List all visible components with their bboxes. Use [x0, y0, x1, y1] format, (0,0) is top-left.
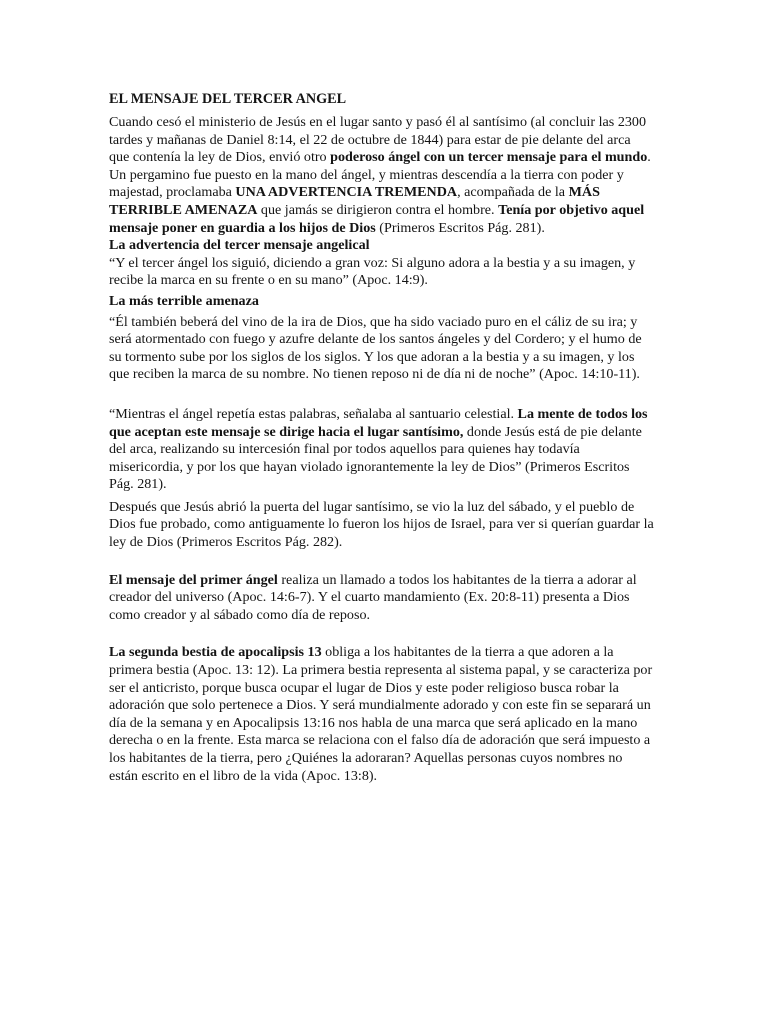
paragraph-apoc-14-10: “Él también beberá del vino de la ira de Dios, que ha sido vaciado puro en el cáliz de su ira; y será atormentado con fuego y azufre delante de los santos ángeles y del Cordero; y el humo de su tormento sube por los siglos de los siglos. Y los que adoran a la bestia y a su imagen, y los que reciben la marca de su nombre. No tienen reposo ni de día ni de noche” (Apoc. 14:10-11).: [109, 313, 642, 383]
bold-run: MÁS TERRIBLE AMENAZA: [109, 184, 600, 218]
text-run: obliga a los habitantes de la tierra a que adoren a la primera bestia (Apoc. 13: 12). La primera bestia representa al sistema papal, y se caracteriza por ser el anticristo, porque busca ocupar el lugar de Dios y este poder religioso busca robar la adoración que solo pertenece a Dios. Y será mundialmente adorado y con este fin se separará un día de la semana y en Apocalipsis 13:16 nos habla de una marca que será aplicado en la mano derecha o en la frente. Esta marca se relaciona con el falso día de adoración que será impuesto a los habitantes de la tierra, pero ¿Quiénes la adoraran? Aquellas personas cuyos nombres no están escrito en el libro de la vida (Apoc. 13:8).: [109, 644, 653, 784]
paragraph-santuario: [109, 406, 654, 494]
bold-run: El mensaje del primer ángel: [109, 571, 278, 588]
bold-run: La mente de todos los que aceptan este mensaje se dirige hacia el lugar santísimo,: [109, 405, 648, 440]
text-run: . Un pergamino fue puesto en la mano del ángel, y mientras descendía a la tierra con poder y majestad, proclamaba: [109, 149, 651, 201]
bold-run: poderoso ángel con un tercer mensaje para el mundo: [330, 149, 648, 166]
section-heading-amenaza: La más terrible amenaza: [109, 292, 259, 309]
text-run: (Primeros Escritos Pág. 281).: [375, 219, 545, 236]
paragraph-sabado: Después que Jesús abrió la puerta del lugar santísimo, se vio la luz del sábado, y el pueblo de Dios fue probado, como antiguamente lo fueron los hijos de Israel, para ver si querían guardar la ley de Dios (Primeros Escritos Pág. 282).: [109, 498, 654, 551]
paragraph-apoc-14-9: “Y el tercer ángel los siguió, diciendo a gran voz: Si alguno adora a la bestia y a su imagen, y recibe la marca en su frente o en su mano” (Apoc. 14:9).: [109, 254, 636, 289]
text-run: , acompañada de la: [457, 184, 569, 201]
paragraph-segunda-bestia: [109, 644, 654, 785]
document-page: [109, 90, 654, 785]
text-run: “Mientras el ángel repetía estas palabras, señalaba al santuario celestial.: [109, 405, 518, 422]
text-run: que jamás se dirigieron contra el hombre.: [257, 201, 499, 218]
paragraph-intro: [109, 114, 654, 237]
bold-run: UNA ADVERTENCIA TREMENDA: [235, 184, 458, 201]
bold-run: La segunda bestia de apocalipsis 13: [109, 644, 322, 661]
document-title: EL MENSAJE DEL TERCER ANGEL: [109, 91, 347, 107]
text-run: donde Jesús está de pie delante del arca, realizando su intercesión final por todos aquellos para quienes hay todavía misericordia, y por los que hayan violado ignorantemente la ley de Dios” (Primeros Escritos Pág. 281).: [109, 423, 642, 493]
paragraph-primer-angel: [109, 572, 654, 625]
bold-run: Tenía por objetivo aquel mensaje poner en guardia a los hijos de Dios: [109, 201, 645, 236]
section-heading-advertencia: La advertencia del tercer mensaje angelical: [109, 237, 370, 254]
text-run: realiza un llamado a todos los habitantes de la tierra a adorar al creador del universo (Apoc. 14:6-7). Y el cuarto mandamiento (Ex. 20:8-11) presenta a Dios como creador y al sábado como día de reposo.: [109, 571, 637, 623]
text-run: Cuando cesó el ministerio de Jesús en el lugar santo y pasó él al santísimo (al concluir las 2300 tardes y mañanas de Daniel 8:14, el 22 de octubre de 1844) para estar de pie delante del arca que contenía la ley de Dios, envió otro: [109, 114, 647, 166]
